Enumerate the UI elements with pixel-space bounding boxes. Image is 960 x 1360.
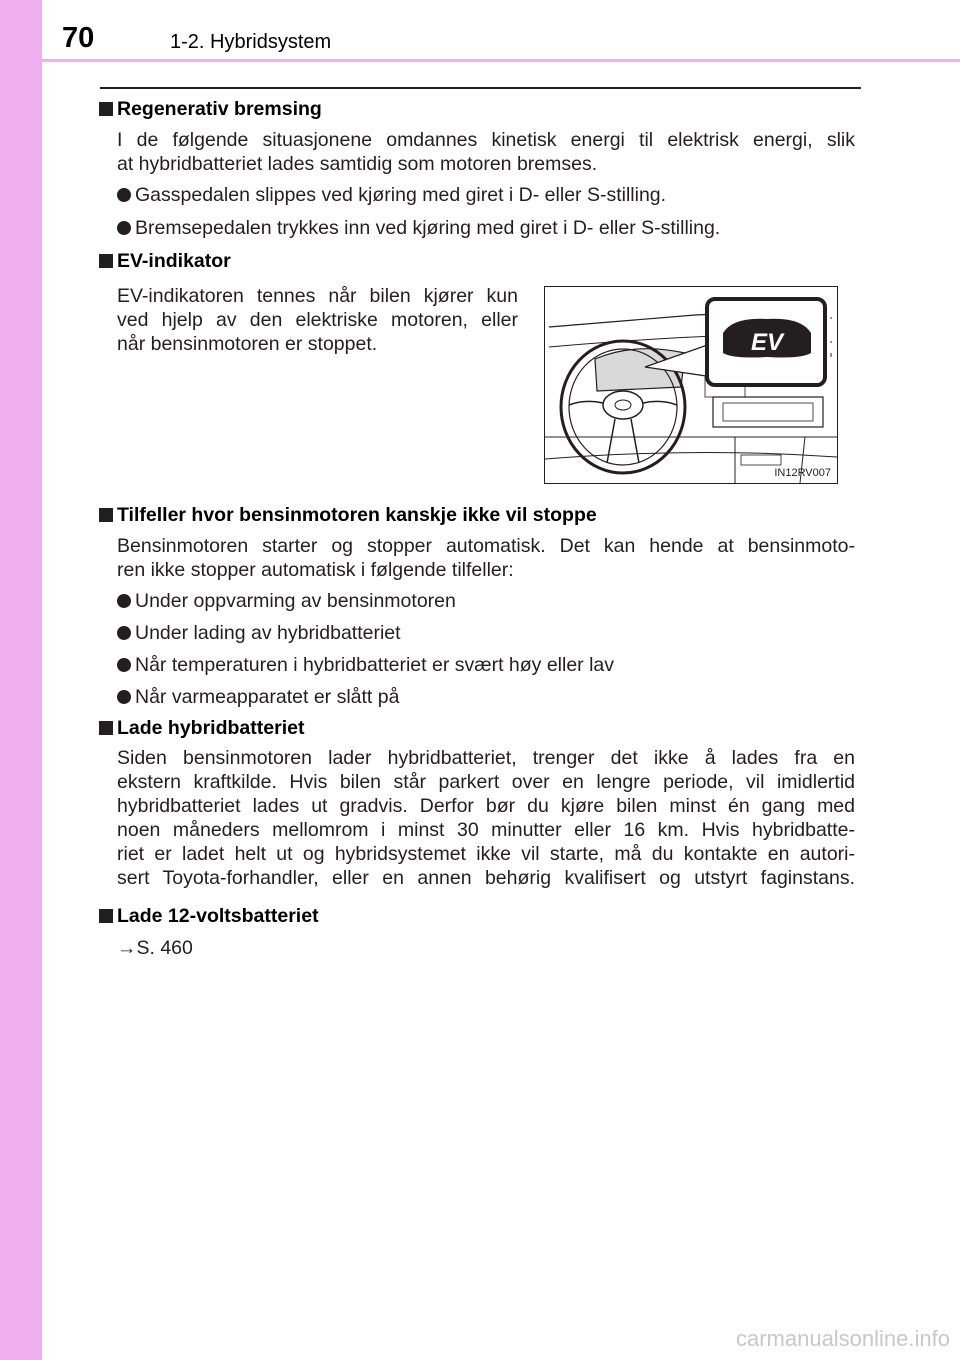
page-reference-link[interactable]: →S. 460 — [117, 937, 193, 959]
round-bullet-icon — [117, 690, 131, 704]
charge-line-5: riet er ladet helt ut og hybridsystemet ikke vil starte, må du kontakte en autori- — [117, 843, 855, 865]
regen-body-line-1: I de følgende situasjonene omdannes kinetisk energi til elektrisk energi, slik — [117, 129, 855, 151]
ev-line-2: ved hjelp av den elektriske motoren, eller — [117, 309, 518, 331]
square-bullet-icon — [99, 508, 113, 522]
round-bullet-icon — [117, 221, 131, 235]
charge-line-6: sert Toyota-forhandler, eller en annen behørig kvalifisert og utstyrt faginstans. — [117, 867, 855, 889]
dashboard-drawing — [545, 287, 837, 483]
charge-line-3: hybridbatteriet lades ut gradvis. Derfor bør du kjøre bilen minst én gang med — [117, 795, 855, 817]
square-bullet-icon — [99, 909, 113, 923]
chapter-tab-sidebar — [0, 0, 42, 1360]
header-rule — [100, 87, 861, 89]
list-item: Gasspedalen slippes ved kjøring med giret i D- eller S-stilling. — [117, 183, 666, 207]
round-bullet-icon — [117, 626, 131, 640]
page-number: 70 — [62, 22, 95, 54]
list-item: Under oppvarming av bensinmotoren — [117, 589, 456, 613]
regen-body-line-2: at hybridbatteriet lades samtidig som motoren bremses. — [117, 153, 598, 175]
round-bullet-icon — [117, 188, 131, 202]
square-bullet-icon — [99, 102, 113, 116]
list-item: Når temperaturen i hybridbatteriet er svært høy eller lav — [117, 653, 614, 677]
chapter-title: 1-2. Hybridsystem — [170, 31, 332, 53]
charge-line-1: Siden bensinmotoren lader hybridbatteriet, trenger det ikke å lades fra en — [117, 747, 855, 769]
ev-badge-label: EV — [750, 329, 784, 356]
round-bullet-icon — [117, 658, 131, 672]
square-bullet-icon — [99, 254, 113, 268]
round-bullet-icon — [117, 594, 131, 608]
square-bullet-icon — [99, 721, 113, 735]
watermark: carmanualsonline.info — [735, 1326, 950, 1351]
ev-indicator-illustration — [544, 286, 838, 484]
cases-line-1: Bensinmotoren starter og stopper automatisk. Det kan hende at bensinmoto- — [117, 535, 855, 557]
ev-line-1: EV-indikatoren tennes når bilen kjører kun — [117, 285, 518, 307]
figure-code: IN12RV007 — [774, 467, 831, 479]
charge-line-4: noen måneders mellomrom i minst 30 minutter eller 16 km. Hvis hybridbatte- — [117, 819, 855, 841]
cases-line-2: ren ikke stopper automatisk i følgende tilfeller: — [117, 559, 514, 581]
list-item: Når varmeapparatet er slått på — [117, 685, 399, 709]
ev-description — [117, 284, 518, 356]
ev-line-3: når bensinmotoren er stoppet. — [117, 333, 378, 355]
list-item: Bremsepedalen trykkes inn ved kjøring med giret i D- eller S-stilling. — [117, 216, 720, 240]
charge-line-2: ekstern kraftkilde. Hvis bilen står parkert over en lengre periode, vil imidlertid — [117, 771, 855, 793]
list-item: Under lading av hybridbatteriet — [117, 621, 401, 645]
